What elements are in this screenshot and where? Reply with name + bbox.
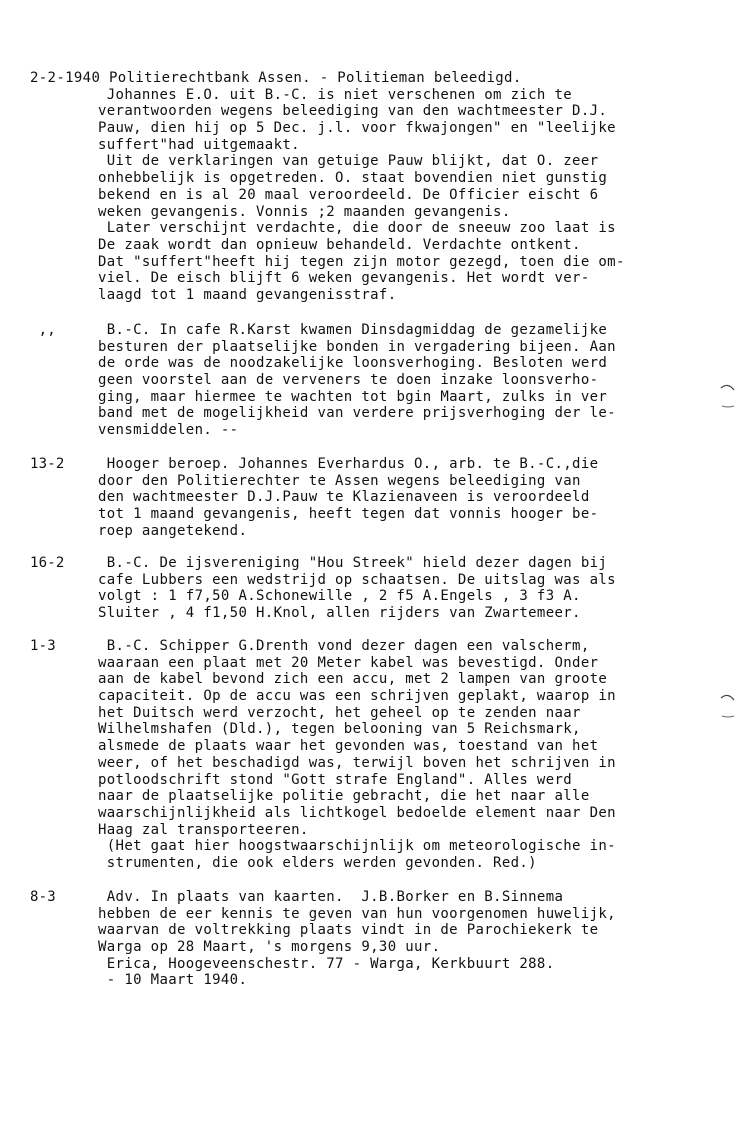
text-line: Later verschijnt verdachte, die door de sneeuw zoo laat is <box>98 220 616 237</box>
entry-text <box>98 889 698 989</box>
text-line: Pauw, dien hij op 5 Dec. j.l. voor fkwajongen" en "leelijke <box>98 120 616 137</box>
text-line: Warga op 28 Maart, 's morgens 9,30 uur. <box>98 939 441 956</box>
entry-text <box>98 638 698 872</box>
text-line: volgt : 1 f7,50 A.Schonewille , 2 f5 A.Engels , 3 f3 A. <box>98 588 581 605</box>
text-line: (Het gaat hier hoogstwaarschijnlijk om meteorologische in- <box>98 838 616 855</box>
text-line: Haag zal transporteeren. <box>98 821 309 838</box>
text-line: de orde was de noodzakelijke loonsverhoging. Besloten werd <box>98 355 608 372</box>
text-line: Erica, Hoogeveenschestr. 77 - Warga, Kerkbuurt 288. <box>98 955 555 972</box>
text-line: De zaak wordt dan opnieuw behandeld. Verdachte ontkent. <box>98 236 581 253</box>
text-line: verantwoorden wegens beleediging van den wachtmeester D.J. <box>98 103 608 120</box>
text-line: door den Politierechter te Assen wegens beleediging van <box>98 472 581 489</box>
text-line: vensmiddelen. -- <box>98 422 239 439</box>
text-line: waaraan een plaat met 20 Meter kabel was bevestigd. Onder <box>98 654 599 671</box>
text-line: B.-C. In cafe R.Karst kwamen Dinsdagmiddag de gezamelijke <box>98 322 608 338</box>
text-line: potloodschrift stond "Gott strafe England". Alles werd <box>98 771 573 788</box>
punch-hole-mark <box>718 380 738 416</box>
text-line: waarschijnlijkheid als lichtkogel bedoelde element naar Den <box>98 804 616 821</box>
text-line: Uit de verklaringen van getuige Pauw blijkt, dat O. zeer <box>98 153 599 170</box>
entry-heading-line: 2-2-1940 Politierechtbank Assen. - Politieman beleedigd. <box>30 70 522 86</box>
text-line: - 10 Maart 1940. <box>98 972 248 989</box>
text-line: suffert"had uitgemaakt. <box>98 136 300 153</box>
entry-date: ,, <box>30 322 56 338</box>
text-line: strumenten, die ook elders werden gevonden. Red.) <box>98 854 537 871</box>
text-line: cafe Lubbers een wedstrijd op schaatsen. De uitslag was als <box>98 571 616 588</box>
entry-date: 8-3 <box>30 889 56 905</box>
text-line: ging, maar hiermee te wachten tot bgin Maart, zulks in ver <box>98 388 608 405</box>
text-line: hebben de eer kennis te geven van hun voorgenomen huwelijk, <box>98 905 616 922</box>
text-line: Hooger beroep. Johannes Everhardus O., arb. te B.-C.,die <box>98 456 599 472</box>
text-line: bekend en is al 20 maal veroordeeld. De Officier eischt 6 <box>98 186 599 203</box>
text-line: het Duitsch werd verzocht, het geheel op te zenden naar <box>98 704 581 721</box>
text-line: Sluiter , 4 f1,50 H.Knol, allen rijders van Zwartemeer. <box>98 605 581 622</box>
text-line: waarvan de voltrekking plaats vindt in de Parochiekerk te <box>98 922 599 939</box>
text-line: Dat "suffert"heeft hij tegen zijn motor gezegd, toen die om- <box>98 253 625 270</box>
text-line: geen voorstel aan de verveners te doen inzake loonsverho- <box>98 372 599 389</box>
entry-date: 1-3 <box>30 638 56 654</box>
text-line: Johannes E.O. uit B.-C. is niet verschenen om zich te <box>98 86 573 103</box>
text-line: laagd tot 1 maand gevangenisstraf. <box>98 286 397 303</box>
entry-text <box>98 322 698 439</box>
text-line: naar de plaatselijke politie gebracht, die het naar alle <box>98 788 590 805</box>
entry-date: 16-2 <box>30 555 65 571</box>
entry-text <box>98 87 698 304</box>
text-line: B.-C. De ijsvereniging "Hou Streek" hield dezer dagen bij <box>98 555 608 571</box>
text-line: viel. De eisch blijft 6 weken gevangenis. Het wordt ver- <box>98 270 590 287</box>
punch-hole-mark <box>718 690 738 726</box>
text-line: den wachtmeester D.J.Pauw te Klazienaveen is veroordeeld <box>98 489 590 506</box>
text-line: weer, of het beschadigd was, terwijl boven het schrijven in <box>98 754 616 771</box>
text-line: roep aangetekend. <box>98 522 248 539</box>
text-line: besturen der plaatselijke bonden in vergadering bijeen. Aan <box>98 338 616 355</box>
text-line: capaciteit. Op de accu was een schrijven geplakt, waarop in <box>98 688 616 705</box>
text-line: band met de mogelijkheid van verdere prijsverhoging der le- <box>98 405 616 422</box>
text-line: B.-C. Schipper G.Drenth vond dezer dagen een valscherm, <box>98 638 590 654</box>
text-line: aan de kabel bevond zich een accu, met 2 lampen van groote <box>98 671 608 688</box>
text-line: onhebbelijk is opgetreden. O. staat bovendien niet gunstig <box>98 170 608 187</box>
entry-text <box>98 456 698 539</box>
text-line: alsmede de plaats waar het gevonden was, toestand van het <box>98 738 599 755</box>
text-line: weken gevangenis. Vonnis ;2 maanden gevangenis. <box>98 203 511 220</box>
text-line: Adv. In plaats van kaarten. J.B.Borker en B.Sinnema <box>98 889 564 905</box>
text-line: tot 1 maand gevangenis, heeft tegen dat vonnis hooger be- <box>98 506 599 523</box>
text-line: Wilhelmshafen (Dld.), tegen belooning van 5 Reichsmark, <box>98 721 581 738</box>
entry-text <box>98 555 698 622</box>
entry-date: 13-2 <box>30 456 65 472</box>
